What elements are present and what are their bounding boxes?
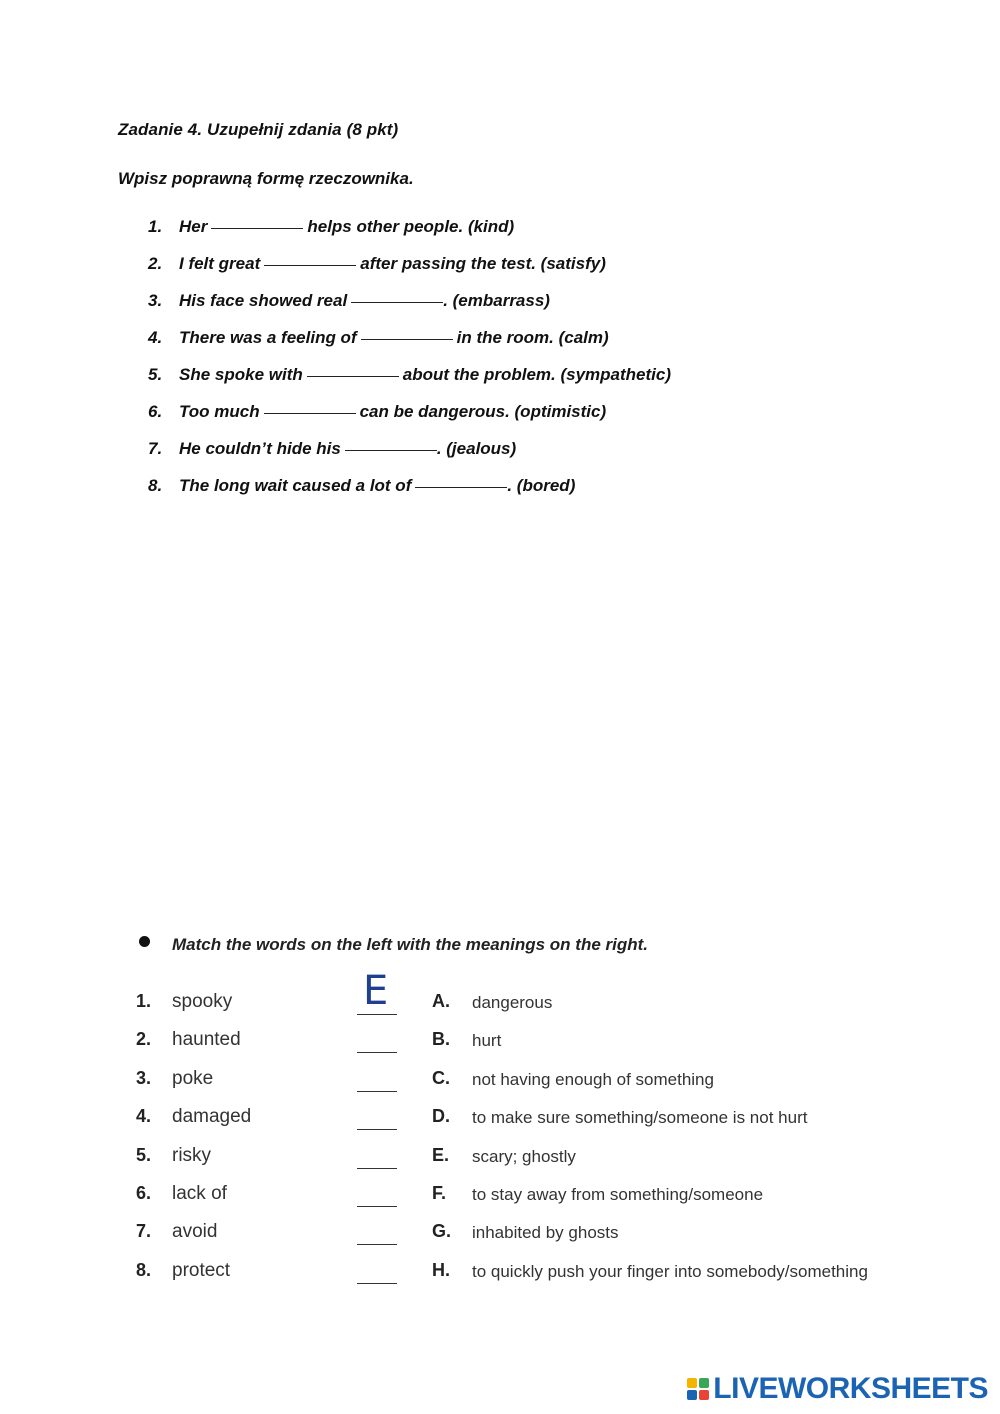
fill-item-8 (148, 473, 671, 510)
meaning-text: inhabited by ghosts (472, 1223, 619, 1243)
sentence-end: . (embarrass) (443, 291, 550, 310)
item-number: 6. (148, 402, 163, 421)
word-number: 5. (136, 1144, 152, 1165)
meaning-letter: G. (432, 1221, 452, 1242)
matching-instruction: Match the words on the left with the meanings on the right. (172, 935, 649, 954)
matching-rows (0, 968, 1000, 1298)
match-answer-line-6[interactable] (357, 1206, 397, 1207)
meaning-letter: H. (432, 1259, 450, 1280)
meaning-letter: C. (432, 1067, 450, 1088)
item-number: 5. (148, 365, 163, 384)
match-row-8 (0, 1260, 1000, 1298)
match-word: damaged (172, 1106, 252, 1128)
answer-blank-1[interactable] (211, 210, 303, 229)
sentence-end: . (bored) (507, 476, 576, 495)
match-row-4 (0, 1106, 1000, 1144)
match-word: risky (172, 1144, 212, 1166)
sentence-end: after passing the test. (satisfy) (360, 254, 606, 273)
match-word: lack of (172, 1182, 227, 1204)
answer-blank-4[interactable] (361, 321, 453, 340)
sentence-start: The long wait caused a lot of (179, 476, 412, 495)
word-number: 8. (136, 1259, 152, 1280)
match-answer-line-8[interactable] (357, 1283, 397, 1284)
match-answer-line-4[interactable] (357, 1129, 397, 1130)
match-row-7 (0, 1221, 1000, 1259)
meaning-letter: B. (432, 1029, 450, 1050)
item-number: 3. (148, 291, 163, 310)
match-row-5 (0, 1145, 1000, 1183)
match-word: avoid (172, 1221, 218, 1243)
fill-item-3 (148, 288, 671, 325)
match-row-3 (0, 1068, 1000, 1106)
sentence-end: can be dangerous. (optimistic) (359, 402, 607, 421)
fill-item-7 (148, 436, 671, 473)
meaning-text: hurt (472, 1031, 502, 1051)
match-row-1 (0, 968, 1000, 1029)
word-number: 6. (136, 1182, 152, 1203)
fill-in-list (148, 214, 671, 510)
fill-item-6 (148, 399, 671, 436)
fill-item-5 (148, 362, 671, 399)
meaning-text: to quickly push your finger into somebody/something (472, 1261, 868, 1281)
word-number: 1. (136, 991, 152, 1011)
sentence-end: in the room. (calm) (456, 328, 609, 347)
match-row-2 (0, 1029, 1000, 1067)
meaning-text: not having enough of something (472, 1069, 714, 1089)
meaning-letter: F. (432, 1182, 447, 1203)
sentence-start: Too much (179, 402, 260, 421)
match-word: spooky (172, 991, 233, 1012)
word-number: 3. (136, 1067, 152, 1088)
item-number: 1. (148, 217, 163, 236)
word-number: 4. (136, 1106, 152, 1127)
item-number: 8. (148, 476, 163, 495)
match-answer-line-5[interactable] (357, 1168, 397, 1169)
meaning-letter: D. (432, 1106, 450, 1127)
answer-blank-7[interactable] (345, 432, 437, 451)
match-answer-line-3[interactable] (357, 1091, 397, 1092)
meaning-text: to make sure something/someone is not hurt (472, 1108, 808, 1128)
sentence-start: She spoke with (179, 365, 303, 384)
fill-item-1 (148, 214, 671, 251)
liveworksheets-logo (687, 1372, 988, 1406)
answer-blank-5[interactable] (307, 358, 399, 377)
meaning-text: to stay away from something/someone (472, 1184, 764, 1204)
meaning-text: dangerous (472, 993, 553, 1012)
match-word: poke (172, 1067, 214, 1089)
sentence-start: There was a feeling of (179, 328, 357, 347)
meaning-letter: E. (432, 1144, 450, 1165)
word-number: 7. (136, 1221, 152, 1242)
sentence-end: helps other people. (kind) (307, 217, 515, 236)
sentence-start: I felt great (179, 254, 261, 273)
meaning-text: scary; ghostly (472, 1146, 576, 1166)
match-answer-line-2[interactable] (357, 1052, 397, 1053)
item-number: 2. (148, 254, 163, 273)
match-answer-line-7[interactable] (357, 1244, 397, 1245)
sentence-start: Her (179, 217, 208, 236)
item-number: 4. (148, 328, 163, 347)
match-answer-line-1[interactable] (357, 1014, 397, 1015)
task-instruction: Wpisz poprawną formę rzeczownika. (118, 169, 414, 188)
meaning-letter: A. (432, 991, 450, 1011)
match-word: protect (172, 1259, 231, 1281)
answer-blank-2[interactable] (264, 247, 356, 266)
task-title: Zadanie 4. Uzupełnij zdania (8 pkt) (118, 120, 399, 139)
fill-item-4 (148, 325, 671, 362)
match-word: haunted (172, 1029, 241, 1051)
fill-item-2 (148, 251, 671, 288)
match-row-6 (0, 1183, 1000, 1221)
logo-text: LIVEWORKSHEETS (713, 1372, 988, 1405)
sentence-start: His face showed real (179, 291, 348, 310)
answer-blank-6[interactable] (264, 395, 356, 414)
item-number: 7. (148, 439, 163, 458)
sentence-start: He couldn’t hide his (179, 439, 341, 458)
sentence-end: . (jealous) (436, 439, 517, 458)
bullet-icon (139, 936, 150, 947)
word-number: 2. (136, 1029, 152, 1050)
sentence-end: about the problem. (sympathetic) (402, 365, 671, 384)
answer-blank-3[interactable] (351, 284, 443, 303)
answer-blank-8[interactable] (415, 469, 507, 488)
handwritten-answer: E (363, 968, 389, 1014)
liveworksheets-logo-icon (687, 1378, 709, 1400)
